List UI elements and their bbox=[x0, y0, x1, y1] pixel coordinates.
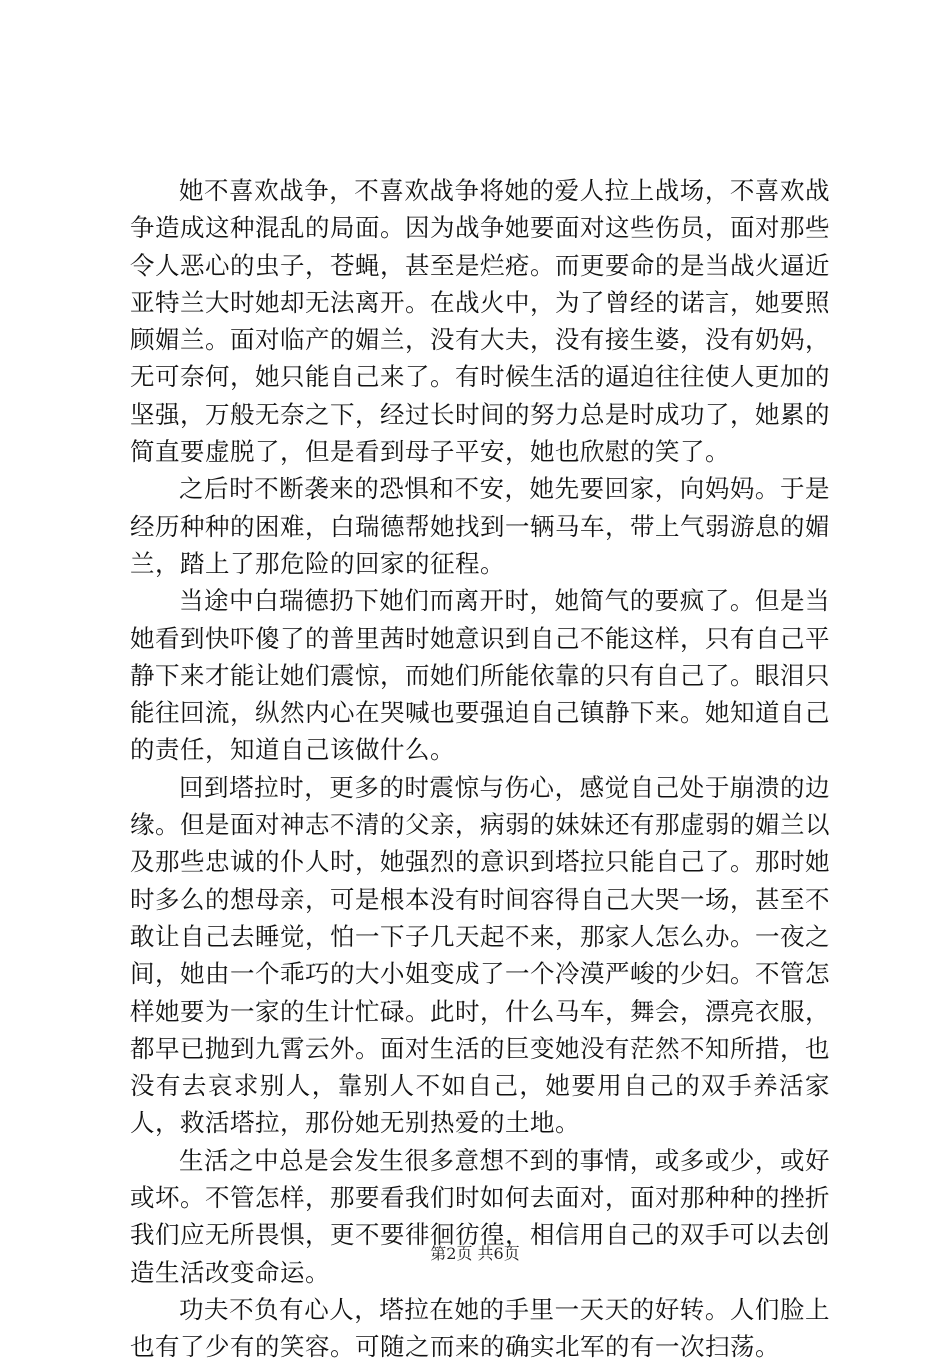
paragraph-2: 之后时不断袭来的恐惧和不安，她先要回家，向妈妈。于是经历种种的困难，白瑞德帮她找到一辆马车，带上气弱游息的媚兰，踏上了那危险的回家的征程。 bbox=[130, 474, 830, 578]
body-text bbox=[130, 172, 830, 1366]
paragraph-4: 回到塔拉时，更多的时震惊与伤心，感觉自己处于崩溃的边缘。但是面对神志不清的父亲，病弱的妹妹还有那虚弱的媚兰以及那些忠诚的仆人时，她强烈的意识到塔拉只能自己了。那时她时多么的想母亲，可是根本没有时间容得自己大哭一场，甚至不敢让自己去睡觉，怕一下子几天起不来，那家人怎么办。一夜之间，她由一个乖巧的大小姐变成了一个冷漠严峻的少妇。不管怎样她要为一家的生计忙碌。此时，什么马车，舞会，漂亮衣服，都早已抛到九霄云外。面对生活的巨变她没有茫然不知所措，也没有去哀求别人，靠别人不如自己，她要用自己的双手养活家人，救活塔拉，那份她无别热爱的土地。 bbox=[130, 772, 830, 1138]
paragraph-3: 当途中白瑞德扔下她们而离开时，她简气的要疯了。但是当她看到快吓傻了的普里茜时她意识到自己不能这样，只有自己平静下来才能让她们震惊，而她们所能依靠的只有自己了。眼泪只能往回流，纵然内心在哭喊也要强迫自己镇静下来。她知道自己的责任，知道自己该做什么。 bbox=[130, 586, 830, 765]
paragraph-1: 她不喜欢战争，不喜欢战争将她的爱人拉上战场，不喜欢战争造成这种混乱的局面。因为战争她要面对这些伤员，面对那些令人恶心的虫子，苍蝇，甚至是烂疮。而更要命的是当战火逼近亚特兰大时她却无法离开。在战火中，为了曾经的诺言，她要照顾媚兰。面对临产的媚兰，没有大夫，没有接生婆，没有奶妈，无可奈何，她只能自己来了。有时候生活的逼迫往往使人更加的坚强，万般无奈之下，经过长时间的努力总是时成功了，她累的简直要虚脱了，但是看到母子平安，她也欣慰的笑了。 bbox=[130, 176, 830, 467]
page-number-label: 第2页 共6页 bbox=[430, 1244, 520, 1263]
paragraph-5: 生活之中总是会发生很多意想不到的事情，或多或少，或好或坏。不管怎样，那要看我们时如何去面对，面对那种种的挫折我们应无所畏惧，更不要徘徊彷徨，相信用自己的双手可以去创造生活改变命运。 bbox=[130, 1145, 830, 1287]
page-footer bbox=[0, 1244, 950, 1264]
paragraph-6: 功夫不负有心人，塔拉在她的手里一天天的好转。人们脸上也有了少有的笑容。可随之而来的确实北军的有一次扫荡。 bbox=[130, 1294, 830, 1362]
